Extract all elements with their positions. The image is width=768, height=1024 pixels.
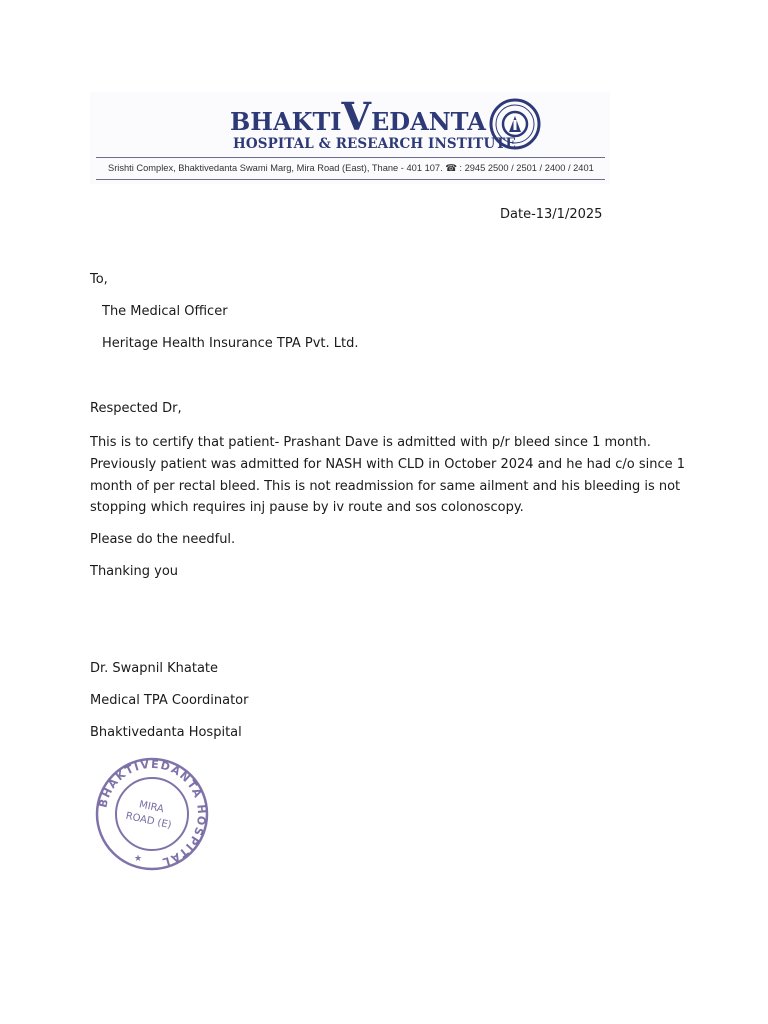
recipient-to: To, [90, 272, 108, 287]
hospital-subtitle: HOSPITAL & RESEARCH INSTITUTE [233, 136, 516, 152]
letterhead-divider-top [96, 157, 605, 158]
recipient-line-2: Heritage Health Insurance TPA Pvt. Ltd. [102, 336, 359, 351]
svg-text:BHAKTIVEDANTA HOSPITAL: BHAKTIVEDANTA HOSPITAL [96, 757, 209, 870]
hospital-emblem-icon [487, 96, 543, 156]
svg-text:MIRA: MIRA [138, 799, 165, 816]
request-line: Please do the needful. [90, 532, 236, 547]
signatory-organization: Bhaktivedanta Hospital [90, 725, 242, 740]
hospital-name [230, 94, 486, 139]
svg-text:★: ★ [134, 854, 143, 864]
hospital-name-part1: BHAKTI [230, 107, 342, 136]
body-line: stopping which requires inj pause by iv route and sos colonoscopy. [90, 500, 524, 516]
letterhead-divider-bottom [96, 179, 605, 180]
hospital-name-v: V [341, 94, 372, 139]
hospital-stamp [88, 755, 216, 873]
greeting: Respected Dr, [90, 401, 182, 416]
certificate-body [90, 432, 690, 519]
hospital-name-part2: EDANTA [371, 107, 486, 136]
body-line: Previously patient was admitted for NASH with CLD in October 2024 and he had c/o since 1 [90, 456, 685, 472]
signatory-name: Dr. Swapnil Khatate [90, 661, 219, 676]
hospital-address: Srishti Complex, Bhaktivedanta Swami Marg, Mira Road (East), Thane - 401 107. ☎ : 2945 2500 / 2501 / 2400 / 2401 [108, 163, 594, 173]
body-line: This is to certify that patient- Prashant Dave is admitted with p/r bleed since 1 month. [90, 435, 651, 450]
body-line: month of per rectal bleed. This is not readmission for same ailment and his bleeding is not [90, 478, 681, 494]
letterhead [90, 92, 610, 184]
svg-text:ROAD (E): ROAD (E) [124, 810, 173, 832]
letter-date: Date-13/1/2025 [500, 207, 603, 222]
recipient-line-1: The Medical Officer [102, 304, 228, 319]
signatory-title: Medical TPA Coordinator [90, 693, 249, 708]
closing-line: Thanking you [90, 564, 179, 579]
